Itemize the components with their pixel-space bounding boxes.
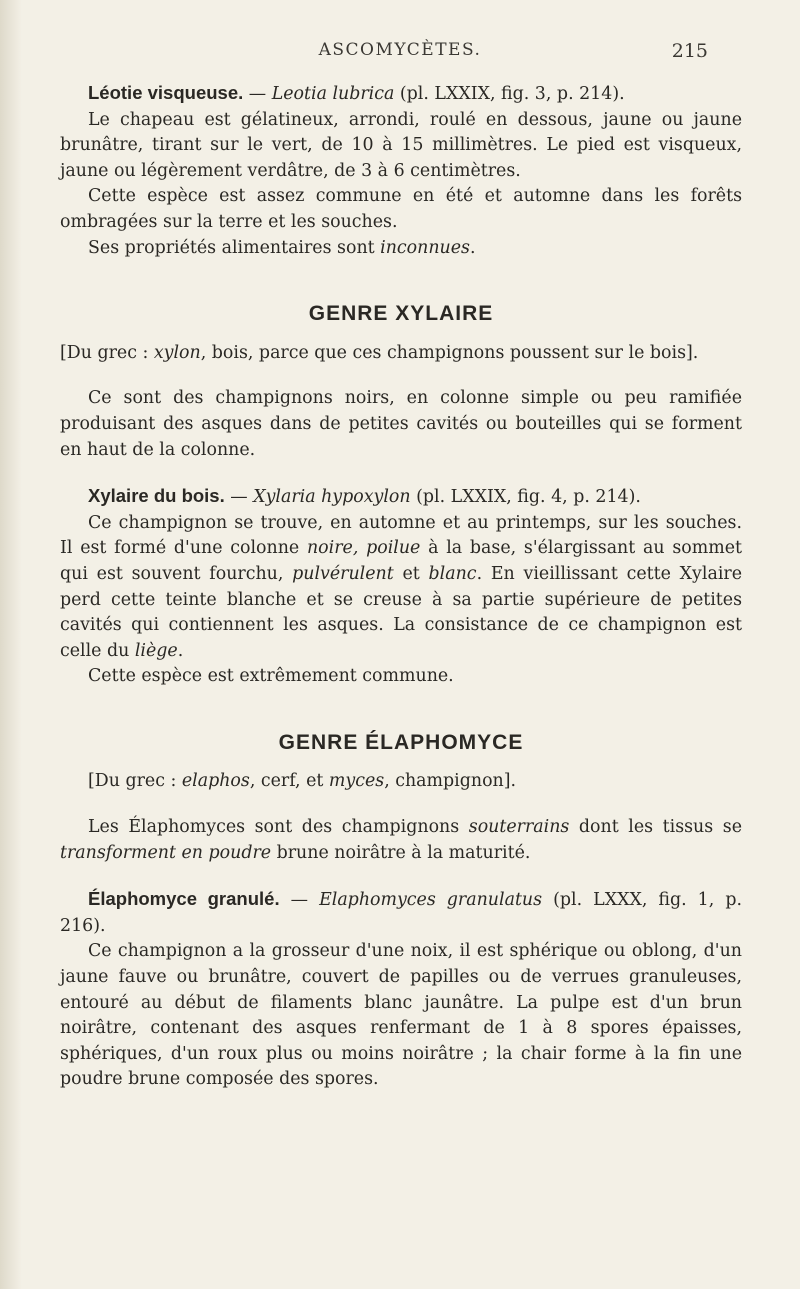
- desc-emphasis: liège: [134, 640, 178, 661]
- latin-name: Elaphomyces granulatus: [319, 890, 543, 911]
- etym-end: , bois, parce que ces champignons poussent sur le bois].: [200, 342, 699, 363]
- desc-text: . En vieillissant cette Xylaire perd cette teinte blanche et se creuse à sa partie supérieure de petites cavités qui contiennent les asques. La consistance de ce champignon est celle du: [60, 563, 742, 661]
- species-title: Xylaire du bois.: [88, 485, 225, 507]
- leotie-habitat: Cette espèce est assez commune en été et automne dans les forêts ombragées sur la terre et les souches.: [60, 186, 742, 232]
- title-dash: —: [279, 890, 320, 911]
- desc-text: .: [177, 640, 184, 661]
- desc-text: à la base, s'élargissant au sommet qui est souvent fourchu,: [60, 538, 742, 584]
- xylaire-genre-description: Ce sont des champignons noirs, en colonne simple ou peu ramifiée produisant des asques dans de petites cavités ou bouteilles qui se forment en haut de la colonne.: [60, 388, 742, 460]
- species-title: Léotie visqueuse.: [88, 82, 244, 103]
- xylaire-bois-frequency: Cette espèce est extrêmement commune.: [88, 666, 454, 687]
- elaphomyce-etymology: [60, 769, 742, 795]
- title-dash: —: [243, 84, 272, 104]
- etym-text: , cerf, et: [249, 771, 329, 792]
- leotie-edibility: [60, 236, 742, 262]
- leotie-description: Le chapeau est gélatineux, arrondi, roulé en dessous, jaune ou jaune brunâtre, tirant sur le vert, de 10 à 15 millimètres. Le pied est visqueux, jaune ou légèrement verdâtre, de 3 à 6 centimètres.: [60, 109, 742, 181]
- page-content: [60, 80, 742, 1093]
- elaphomyce-granule-entry-heading: [60, 886, 742, 939]
- desc-text: brune noirâtre à la maturité.: [271, 842, 531, 863]
- desc-emphasis: transforment en poudre: [60, 842, 272, 863]
- etym-text: [Du grec :: [60, 342, 154, 363]
- xylaire-bois-entry-heading: [60, 483, 742, 511]
- page-binding-shadow: [0, 0, 22, 1289]
- genre-elaphomyce-heading: GENRE ÉLAPHOMYCE: [278, 730, 524, 754]
- plate-reference: (pl. LXXIX, fig. 4, p. 214).: [410, 487, 641, 508]
- title-dash: —: [224, 487, 254, 508]
- desc-text: Les Élaphomyces sont des champignons: [88, 817, 469, 838]
- page-number: 215: [671, 40, 708, 62]
- desc-emphasis: blanc: [428, 563, 477, 584]
- plate-reference: (pl. LXXIX, fig. 3, p. 214).: [394, 84, 625, 104]
- desc-emphasis: pulvérulent: [292, 563, 394, 584]
- xylaire-bois-description: [60, 511, 742, 665]
- etym-text: , champignon].: [384, 771, 517, 792]
- etym-emphasis: myces: [328, 771, 385, 792]
- edibility-text: Ses propriétés alimentaires sont: [88, 237, 381, 258]
- etym-text: [Du grec :: [88, 771, 182, 792]
- latin-name: Xylaria hypoxylon: [253, 487, 411, 508]
- running-head: ASCOMYCÈTES.: [318, 40, 482, 60]
- desc-text: et: [393, 563, 429, 584]
- species-title: Élaphomyce granulé.: [88, 888, 280, 910]
- etym-emphasis: xylon: [153, 342, 201, 363]
- edibility-emphasis: inconnues: [380, 237, 470, 258]
- latin-name: Leotia lubrica: [271, 84, 395, 104]
- etym-emphasis: elaphos: [181, 771, 250, 792]
- desc-emphasis: noire, poilue: [306, 538, 421, 559]
- genre-xylaire-heading: GENRE XYLAIRE: [308, 302, 494, 326]
- xylaire-etymology: [60, 341, 742, 367]
- leotie-entry-heading: [60, 80, 742, 108]
- elaphomyce-granule-description: Ce champignon a la grosseur d'une noix, il est sphérique ou oblong, d'un jaune fauve ou brunâtre, couvert de papilles ou de verrues granuleuses, entouré au début de filaments blanc jaunâtre. La pulpe est d'un brun noirâtre, contenant des asques renfermant de 1 à 8 spores épaisses, sphériques, d'un roux plus ou moins noirâtre ; la chair forme à la fin une poudre brune composée des spores.: [60, 941, 742, 1090]
- desc-text: dont les tissus se: [569, 817, 742, 838]
- edibility-end: .: [469, 237, 476, 258]
- desc-emphasis: souterrains: [468, 817, 570, 838]
- elaphomyce-genre-description: [60, 815, 742, 866]
- plate-reference: (pl. LXXX, fig. 1, p. 216).: [60, 890, 742, 936]
- desc-text: Ce champignon se trouve, en automne et au printemps, sur les souches. Il est formé d'une colonne: [60, 512, 742, 559]
